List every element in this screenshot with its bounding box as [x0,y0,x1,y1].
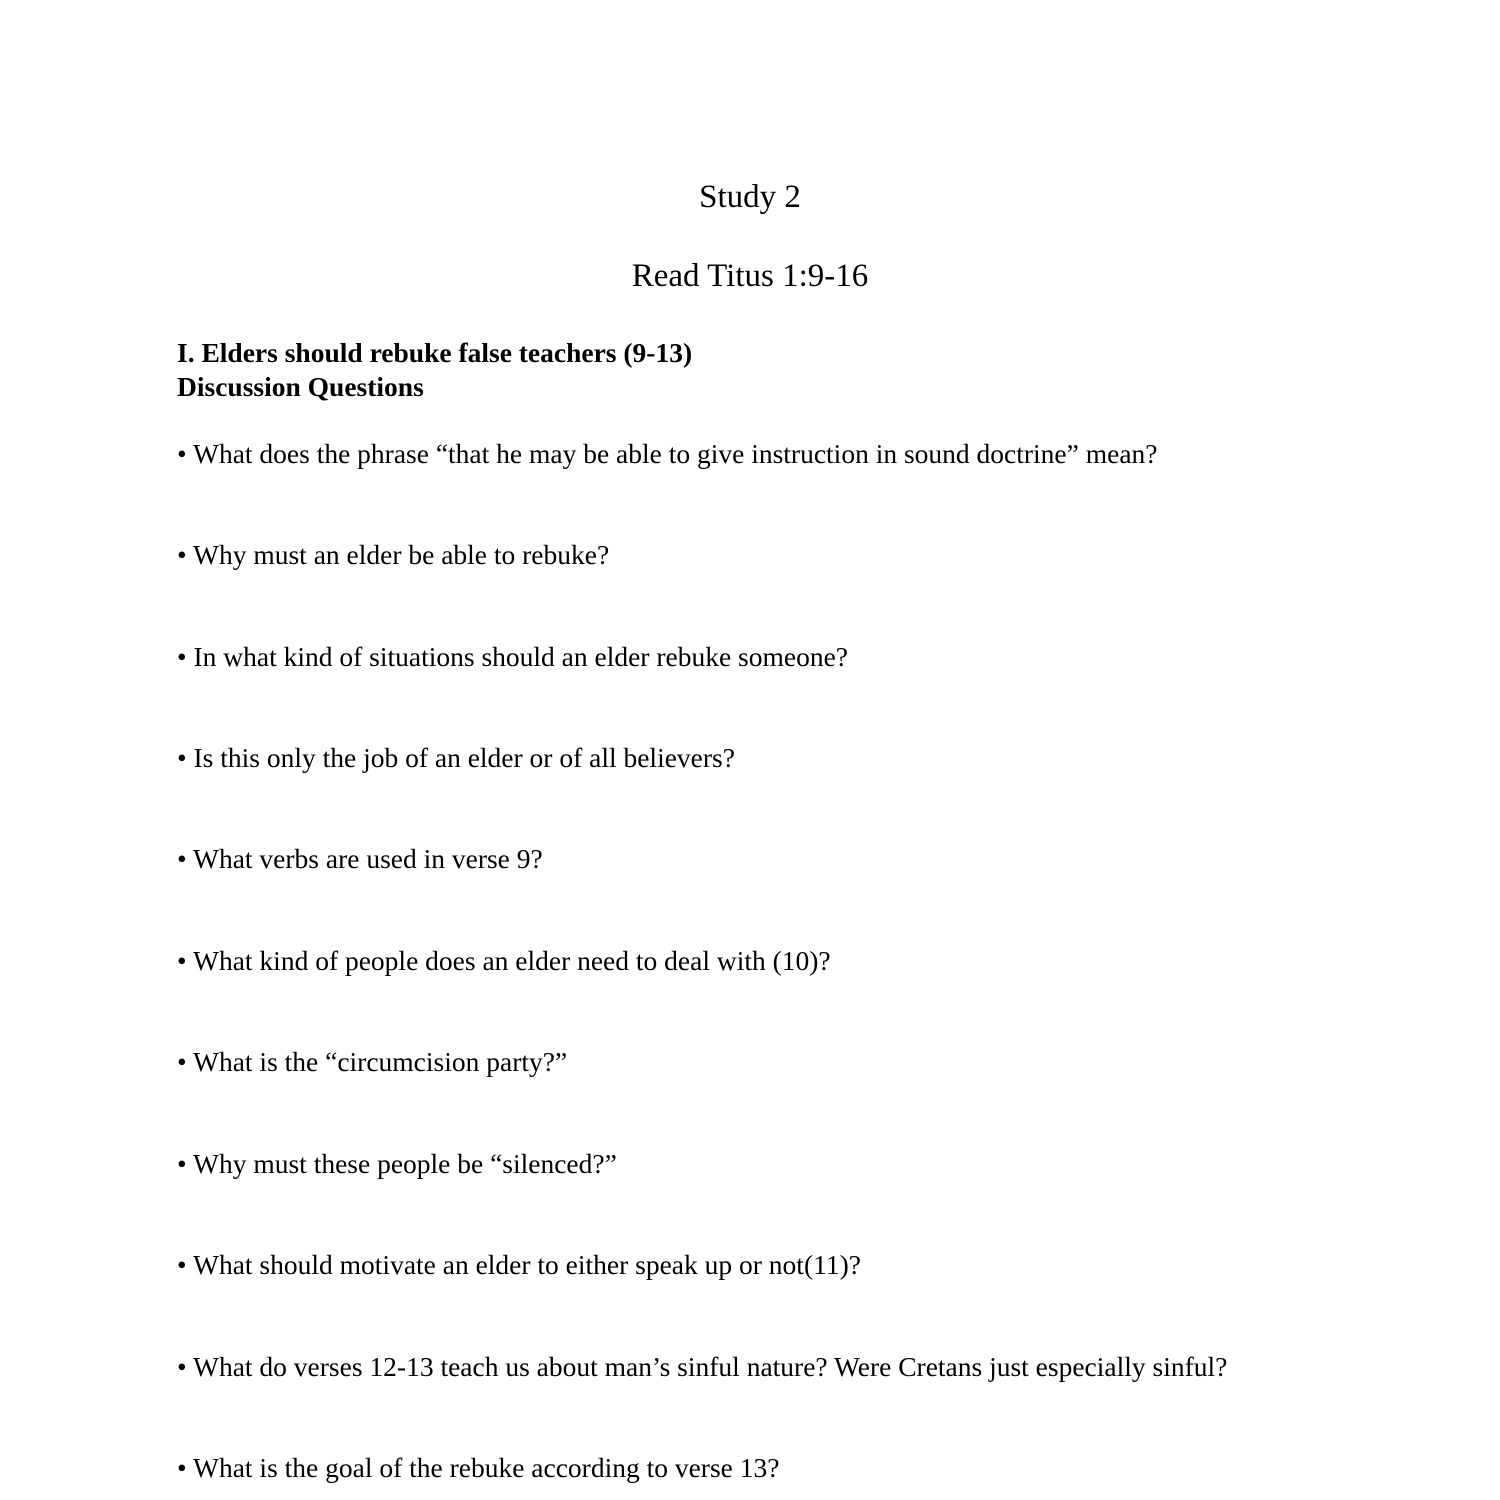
question-item: • What do verses 12-13 teach us about man’s sinful nature? Were Cretans just especially sinful? [177,1351,1228,1382]
question-item: • What should motivate an elder to either speak up or not(11)? [177,1249,861,1280]
document-subtitle: Read Titus 1:9-16 [631,258,869,294]
document-title: Study 2 [699,179,801,215]
section-heading: I. Elders should rebuke false teachers (9-13) [177,337,693,368]
question-item: • Why must these people be “silenced?” [177,1148,617,1179]
section-subheading: Discussion Questions [177,371,424,402]
question-item: • What verbs are used in verse 9? [177,843,543,874]
question-item: • In what kind of situations should an elder rebuke someone? [177,641,848,672]
question-item: • Is this only the job of an elder or of all believers? [177,742,735,773]
question-item: • Why must an elder be able to rebuke? [177,539,610,570]
question-item: • What is the “circumcision party?” [177,1046,568,1077]
question-item: • What does the phrase “that he may be able to give instruction in sound doctrine” mean? [177,438,1158,469]
question-item: • What is the goal of the rebuke according to verse 13? [177,1452,780,1483]
question-item: • What kind of people does an elder need to deal with (10)? [177,945,831,976]
